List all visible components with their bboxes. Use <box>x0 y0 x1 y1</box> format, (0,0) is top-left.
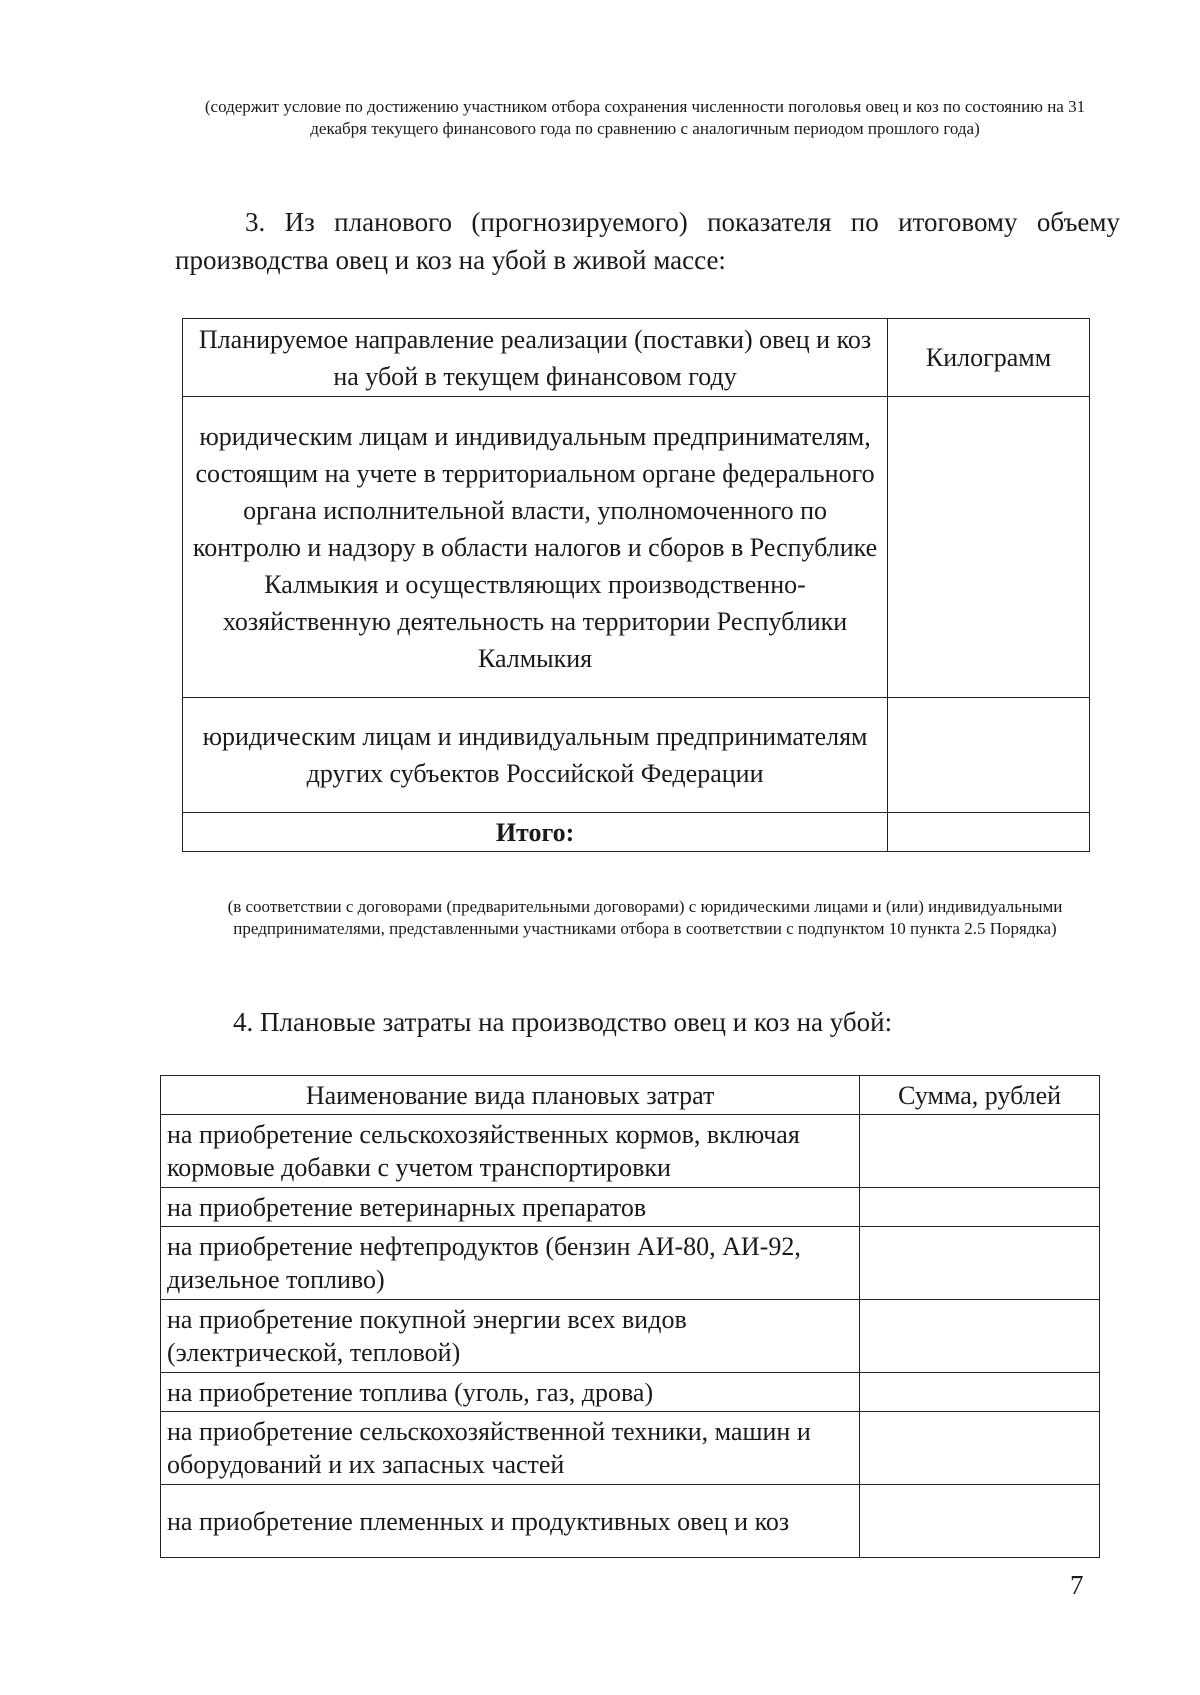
row-label: юридическим лицам и индивидуальным предпринимателям, состоящим на учете в территориальном органе федерального органа исполнительной власти, уполномоченного по контролю и надзору в области налогов и сборов в Республике Калмыкия и осуществляющих производственно-хозяйственную деятельность на территории Республики Калмыкия <box>183 397 888 698</box>
section-3-note: (в соответствии с договорами (предварительными договорами) с юридическими лицами и (или) индивидуальными предпринимателями, представленными участниками отбора в соответствии с подпунктом 10 пункта 2.5 Порядка) <box>227 897 1063 938</box>
total-value-cell[interactable] <box>888 813 1090 852</box>
header-direction: Планируемое направление реализации (поставки) овец и коз на убой в текущем финансовом году <box>183 319 888 397</box>
top-note: (содержит условие по достижению участником отбора сохранения численности поголовья овец и коз по состоянию на 31 декабря текущего финансового года по сравнению с аналогичным периодом прошлого года) <box>204 97 1086 138</box>
table-row <box>161 1115 1100 1188</box>
table-row <box>161 1188 1100 1227</box>
planned-costs-table <box>160 1075 1100 1558</box>
row-value-cell[interactable] <box>888 397 1090 698</box>
row-label: на приобретение топлива (уголь, газ, дрова) <box>161 1373 860 1412</box>
row-value-cell[interactable] <box>860 1227 1100 1300</box>
total-label: Итого: <box>183 813 888 852</box>
header-unit: Килограмм <box>888 319 1090 397</box>
row-value-cell[interactable] <box>860 1115 1100 1188</box>
page-number: 7 <box>1070 1570 1084 1600</box>
row-value-cell[interactable] <box>860 1485 1100 1558</box>
table-row <box>161 1300 1100 1373</box>
table-header-row <box>161 1076 1100 1115</box>
row-label: на приобретение нефтепродуктов (бензин АИ-80, АИ-92, дизельное топливо) <box>161 1227 860 1300</box>
slaughter-volume-table <box>182 318 1090 852</box>
row-label: на приобретение племенных и продуктивных овец и коз <box>161 1485 860 1558</box>
row-label: на приобретение сельскохозяйственной техники, машин и оборудований и их запасных частей <box>161 1412 860 1485</box>
row-value-cell[interactable] <box>860 1188 1100 1227</box>
row-label: на приобретение сельскохозяйственных кормов, включая кормовые добавки с учетом транспортировки <box>161 1115 860 1188</box>
section-4-heading: 4. Плановые затраты на производство овец и коз на убой: <box>233 1007 893 1037</box>
row-value-cell[interactable] <box>860 1373 1100 1412</box>
section-3-heading: 3. Из планового (прогнозируемого) показателя по итоговому объему производства овец и коз на убой в живой массе: <box>175 207 1120 275</box>
table-row <box>161 1485 1100 1558</box>
table-row <box>183 397 1090 698</box>
table-row <box>183 698 1090 813</box>
row-value-cell[interactable] <box>888 698 1090 813</box>
table-row <box>161 1412 1100 1485</box>
row-label: юридическим лицам и индивидуальным предпринимателям других субъектов Российской Федерации <box>183 698 888 813</box>
header-sum: Сумма, рублей <box>860 1076 1100 1115</box>
row-value-cell[interactable] <box>860 1300 1100 1373</box>
header-cost-name: Наименование вида плановых затрат <box>161 1076 860 1115</box>
table-row <box>161 1227 1100 1300</box>
row-value-cell[interactable] <box>860 1412 1100 1485</box>
row-label: на приобретение покупной энергии всех видов (электрической, тепловой) <box>161 1300 860 1373</box>
row-label: на приобретение ветеринарных препаратов <box>161 1188 860 1227</box>
total-row <box>183 813 1090 852</box>
table-header-row <box>183 319 1090 397</box>
table-row <box>161 1373 1100 1412</box>
